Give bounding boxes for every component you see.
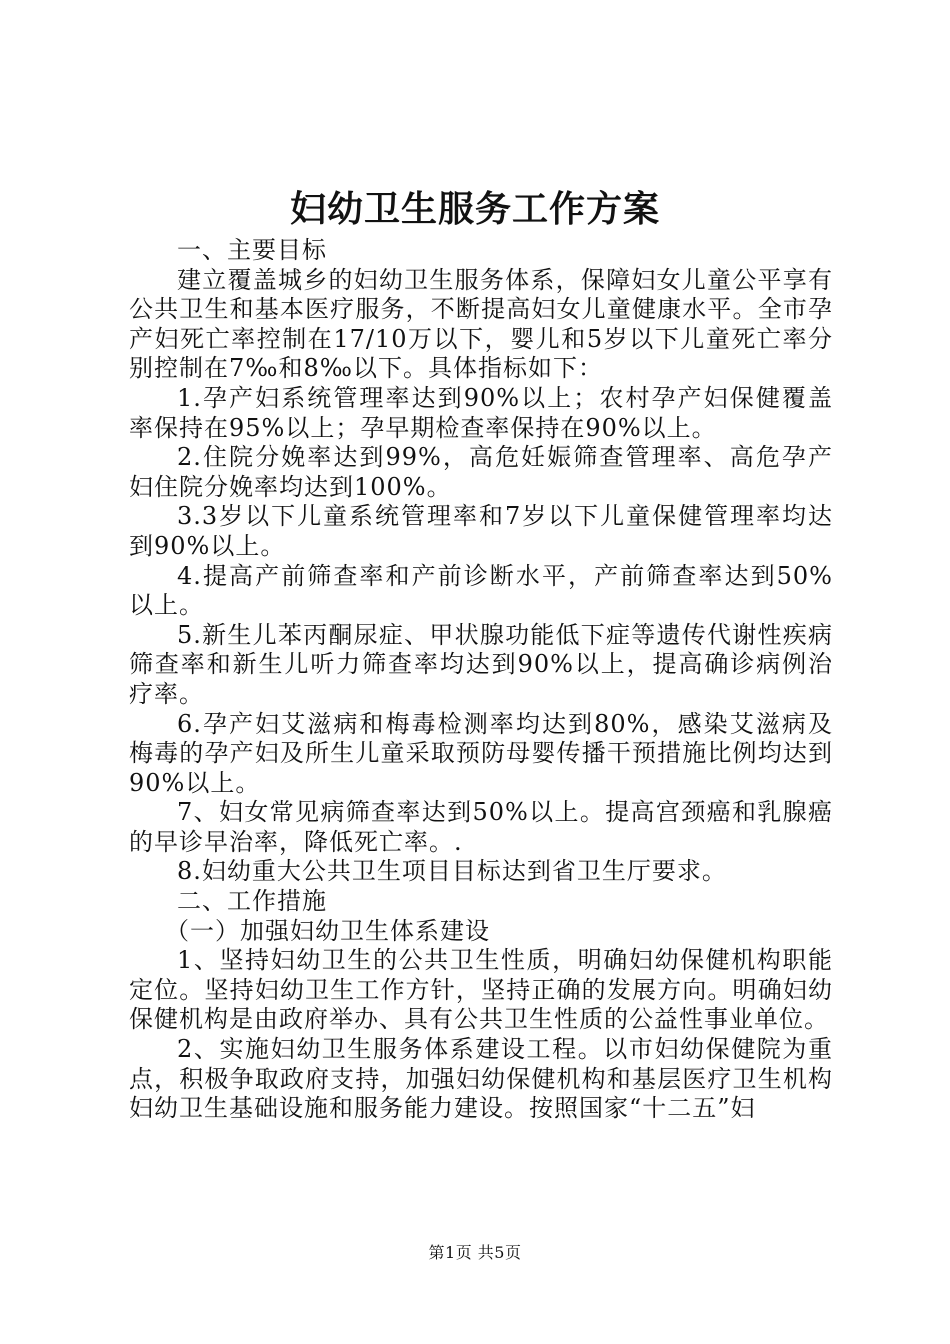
paragraph: 2、实施妇幼卫生服务体系建设工程。以市妇幼保健院为重点，积极争取政府支持，加强妇幼保健机构和基层医疗卫生机构妇幼卫生基础设施和服务能力建设。按照国家“十二五”妇: [129, 1035, 833, 1123]
list-item: 6.孕产妇艾滋病和梅毒检测率均达到80%，感染艾滋病及梅毒的孕产妇及所生儿童采取预防母婴传播干预措施比例均达到90%以上。: [129, 709, 833, 797]
subsection-heading: （一）加强妇幼卫生体系建设: [165, 916, 490, 945]
list-item: 4.提高产前筛查率和产前诊断水平，产前筛查率达到50%以上。: [129, 561, 833, 620]
page-footer: 第1页 共5页: [428, 1243, 522, 1262]
list-item: 2.住院分娩率达到99%，高危妊娠筛查管理率、高危孕产妇住院分娩率均达到100%。: [129, 443, 833, 501]
section-heading: 二、工作措施: [177, 887, 327, 916]
paragraph: 1、坚持妇幼卫生的公共卫生性质，明确妇幼保健机构职能定位。坚持妇幼卫生工作方针，坚持正确的发展方向。明确妇幼保健机构是由政府举办、具有公共卫生性质的公益性事业单位。: [129, 946, 833, 1034]
list-item: 7、妇女常见病筛查率达到50%以上。提高宫颈癌和乳腺癌的早诊早治率，降低死亡率。.: [129, 798, 833, 856]
paragraph: 建立覆盖城乡的妇幼卫生服务体系，保障妇女儿童公平享有公共卫生和基本医疗服务，不断提高妇女儿童健康水平。全市孕产妇死亡率控制在17/10万以下，婴儿和5岁以下儿童死亡率分别控制在7‰和8‰以下。具体指标如下：: [129, 265, 833, 383]
document-body: [129, 236, 833, 1124]
list-item: 1.孕产妇系统管理率达到90%以上；农村孕产妇保健覆盖率保持在95%以上；孕早期检查率保持在90%以上。: [129, 383, 833, 442]
list-item: 3.3岁以下儿童系统管理率和7岁以下儿童保健管理率均达到90%以上。: [129, 502, 833, 560]
document-title: 妇幼卫生服务工作方案: [289, 188, 660, 230]
list-item: 5.新生儿苯丙酮尿症、甲状腺功能低下症等遗传代谢性疾病筛查率和新生儿听力筛查率均达到90%以上，提高确诊病例治疗率。: [129, 620, 833, 708]
section-heading: 一、主要目标: [177, 236, 327, 264]
list-item: 8.妇幼重大公共卫生项目目标达到省卫生厅要求。: [177, 857, 727, 886]
